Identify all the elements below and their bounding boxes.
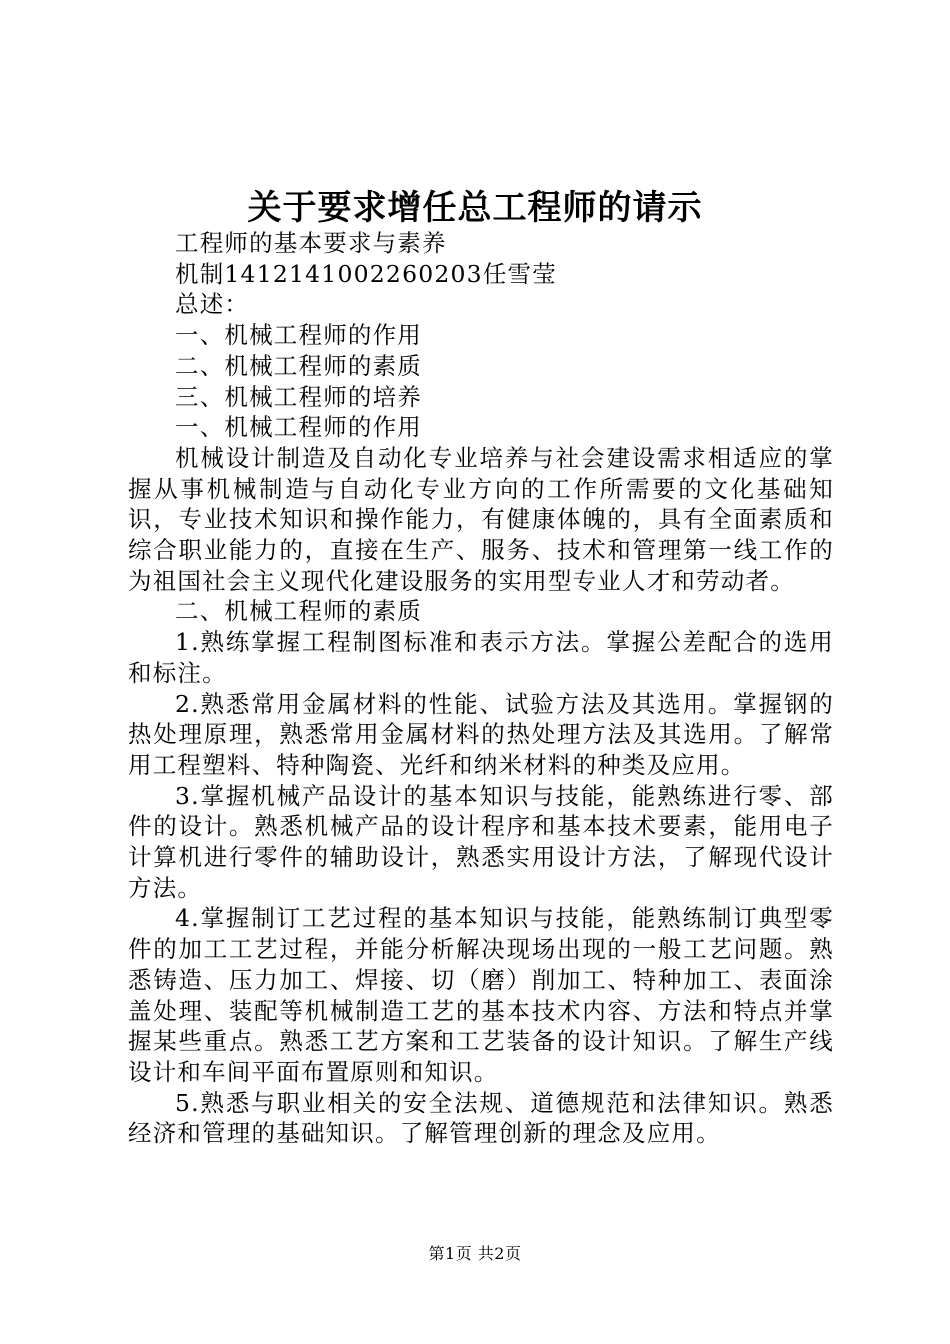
page-footer: 第1页 共2页 <box>428 1244 522 1263</box>
section-heading-2: 二、机械工程师的素质 <box>175 597 422 626</box>
section-heading-1: 一、机械工程师的作用 <box>175 413 422 442</box>
list-item-2: 2.熟悉常用金属材料的性能、试验方法及其选用。掌握钢的热处理原理，熟悉常用金属材料的热处理方法及其选用。了解常用工程塑料、特种陶瓷、光纤和纳米材料的种类及应用。 <box>128 689 834 779</box>
list-item-5: 5.熟悉与职业相关的安全法规、道德规范和法律知识。熟悉经济和管理的基础知识。了解管理创新的理念及应用。 <box>128 1088 834 1148</box>
outline-item-1: 一、机械工程师的作用 <box>175 321 422 350</box>
paragraph-heading: 工程师的基本要求与素养 <box>175 229 447 257</box>
document-title: 关于要求增任总工程师的请示 <box>247 188 703 228</box>
list-item-4: 4.掌握制订工艺过程的基本知识与技能，能熟练制订典型零件的加工工艺过程，并能分析解决现场出现的一般工艺问题。熟悉铸造、压力加工、焊接、切（磨）削加工、特种加工、表面涂盖处理、装配等机械制造工艺的基本技术内容、方法和特点并掌握某些重点。熟悉工艺方案和工艺装备的设计知识。了解生产线设计和车间平面布置原则和知识。 <box>128 904 834 1086</box>
paragraph-author: 机制1412141002260203任雪莹 <box>175 259 557 288</box>
list-item-3: 3.掌握机械产品设计的基本知识与技能，能熟练进行零、部件的设计。熟悉机械产品的设计程序和基本技术要素，能用电子计算机进行零件的辅助设计，熟悉实用设计方法，了解现代设计方法。 <box>128 781 834 902</box>
outline-item-2: 二、机械工程师的素质 <box>175 351 422 380</box>
section-1-body: 机械设计制造及自动化专业培养与社会建设需求相适应的掌握从事机械制造与自动化专业方向的工作所需要的文化基础知识，专业技术知识和操作能力，有健康体魄的，具有全面素质和综合职业能力的，直接在生产、服务、技术和管理第一线工作的为祖国社会主义现代化建设服务的实用型专业人才和劳动者。 <box>128 443 834 595</box>
list-item-1: 1.熟练掌握工程制图标准和表示方法。掌握公差配合的选用和标注。 <box>128 628 834 687</box>
document-body <box>128 228 834 1149</box>
outline-item-3: 三、机械工程师的培养 <box>175 382 422 411</box>
paragraph-summary-label: 总述： <box>175 290 250 319</box>
